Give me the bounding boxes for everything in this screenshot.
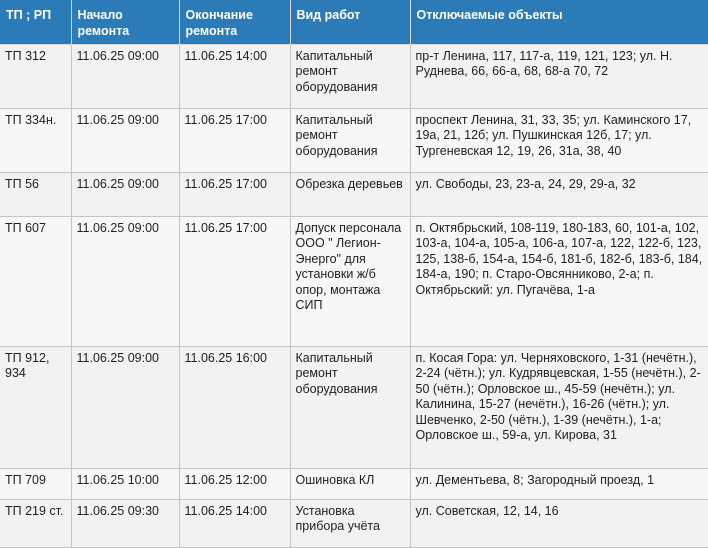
cell-objects: п. Косая Гора: ул. Черняховского, 1-31 (нечётн.), 2-24 (чётн.); ул. Кудрявцевская, 1-55 (нечётн.), 2-50 (чётн.); Орловское ш., 45-59 (нечётн.); ул. Калинина, 15-27 (нечётн.), 16-26 (чётн.); ул. Шевченко, 2-50 (чётн.), 1-39 (нечётн.), 1-а; Орловское ш., 59-а, ул. Кирова, 31 [410,346,708,468]
cell-objects: проспект Ленина, 31, 33, 35; ул. Каминского 17, 19а, 21, 12б; ул. Пушкинская 12б, 17; ул. Тургеневская 12, 19, 26, 31а, 38, 40 [410,108,708,172]
header-tp: ТП ; РП [0,0,71,44]
cell-work-type: Капитальный ремонт оборудования [290,346,410,468]
cell-work-type: Обрезка деревьев [290,172,410,216]
cell-tp: ТП 312 [0,44,71,108]
cell-end: 11.06.25 14:00 [179,499,290,547]
cell-objects: ул. Советская, 12, 14, 16 [410,499,708,547]
header-work-type: Вид работ [290,0,410,44]
cell-end: 11.06.25 16:00 [179,346,290,468]
header-start: Начало ремонта [71,0,179,44]
cell-objects: пр-т Ленина, 117, 117-а, 119, 121, 123; ул. Н. Руднева, 66, 66-а, 68, 68-а 70, 72 [410,44,708,108]
table-row [0,499,708,547]
cell-work-type: Допуск персонала ООО " Легион-Энерго" для установки ж/б опор, монтажа СИП [290,216,410,346]
cell-tp: ТП 912, 934 [0,346,71,468]
table-row [0,468,708,499]
cell-end: 11.06.25 14:00 [179,44,290,108]
cell-start: 11.06.25 09:00 [71,44,179,108]
table-row [0,108,708,172]
cell-start: 11.06.25 09:00 [71,216,179,346]
table-header-row [0,0,708,44]
cell-tp: ТП 56 [0,172,71,216]
cell-work-type: Капитальный ремонт оборудования [290,44,410,108]
cell-start: 11.06.25 09:30 [71,499,179,547]
cell-start: 11.06.25 09:00 [71,108,179,172]
cell-tp: ТП 219 ст. [0,499,71,547]
cell-start: 11.06.25 10:00 [71,468,179,499]
table-row [0,172,708,216]
cell-end: 11.06.25 17:00 [179,216,290,346]
cell-end: 11.06.25 17:00 [179,172,290,216]
cell-start: 11.06.25 09:00 [71,346,179,468]
cell-end: 11.06.25 17:00 [179,108,290,172]
table-row [0,44,708,108]
cell-tp: ТП 709 [0,468,71,499]
cell-end: 11.06.25 12:00 [179,468,290,499]
cell-work-type: Установка прибора учёта [290,499,410,547]
table-row [0,216,708,346]
header-end: Окончание ремонта [179,0,290,44]
cell-work-type: Капитальный ремонт оборудования [290,108,410,172]
cell-objects: ул. Свободы, 23, 23-а, 24, 29, 29-а, 32 [410,172,708,216]
cell-work-type: Ошиновка КЛ [290,468,410,499]
table-row [0,346,708,468]
header-objects: Отключаемые объекты [410,0,708,44]
cell-objects: п. Октябрьский, 108-119, 180-183, 60, 101-а, 102, 103-а, 104-а, 105-а, 106-а, 107-а, 122, 122-б, 123, 125, 138-б, 154-а, 154-б, 181-б, 182-б, 183-б, 184, 184-а, 190; п. Старо-Овсянниково, 2-а; п. Октябрьский: ул. Пугачёва, 1-а [410,216,708,346]
cell-tp: ТП 607 [0,216,71,346]
cell-start: 11.06.25 09:00 [71,172,179,216]
cell-objects: ул. Дементьева, 8; Загородный проезд, 1 [410,468,708,499]
cell-tp: ТП 334н. [0,108,71,172]
